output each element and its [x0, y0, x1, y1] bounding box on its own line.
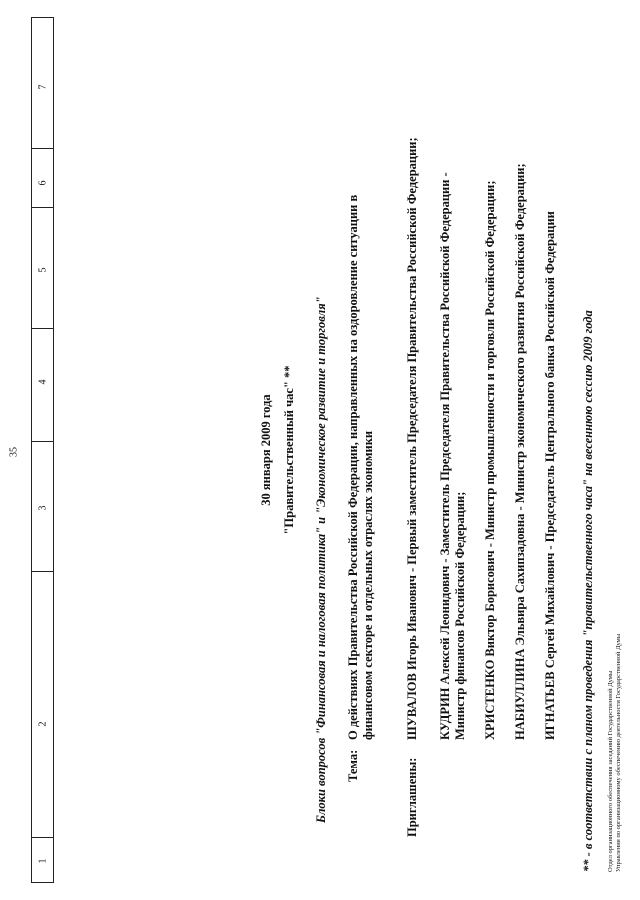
column-label-3: 3	[37, 505, 49, 511]
invited-entry: ХРИСТЕНКО Виктор Борисович - Министр промышленности и торговли Российской Федерации;	[483, 180, 497, 740]
session-title: "Правительственный час" **	[282, 365, 296, 535]
footnote: ** - в соответствии с планом проведения "правительственного часа" на весеннюю сессию 2009 года	[581, 310, 595, 872]
invited-entry: НАБИУЛЛИНА Эльвира Сахипзадовна - Министр экономического развития Российской Федерации;	[513, 163, 527, 740]
column-label-4: 4	[37, 379, 49, 385]
question-blocks: Блоки вопросов "Финансовая и налоговая политика" и "Экономическое развитие и торговля"	[314, 296, 328, 823]
column-label-2: 2	[37, 721, 49, 727]
column-label-7: 7	[37, 84, 49, 90]
footer-line-2: Управления по организационному обеспечению деятельности Государственной Думы	[615, 633, 622, 872]
column-label-1: 1	[37, 858, 49, 864]
topic-text-line-2: финансовом секторе и отдельных отраслях экономики	[361, 430, 375, 740]
invited-label: Приглашены:	[405, 757, 419, 837]
session-date: 30 января 2009 года	[259, 394, 273, 506]
column-label-6: 6	[37, 180, 49, 186]
invited-entry: ШУВАЛОВ Игорь Иванович - Первый заместитель Председателя Правительства Российской Федерации;	[405, 137, 419, 740]
footer-line-1: Отдел организационного обеспечения заседаний Государственной Думы	[607, 670, 614, 872]
invited-entry: ИГНАТЬЕВ Сергей Михайлович - Председатель Центрального банка Российской Федерации	[543, 211, 557, 740]
page-number: 35	[8, 447, 20, 457]
column-label-5: 5	[37, 267, 49, 273]
topic-label: Тема:	[346, 749, 360, 782]
rotated-content	[20, 20, 620, 880]
invited-entry: КУДРИН Алексей Леонидович - Заместитель Председателя Правительства Российской Федерации -	[438, 172, 452, 740]
topic-text-line-1: О действиях Правительства Российской Федерации, направленных на оздоровление ситуации в	[346, 194, 360, 740]
invited-entry: Министр финансов Российской Федерации;	[453, 491, 467, 740]
